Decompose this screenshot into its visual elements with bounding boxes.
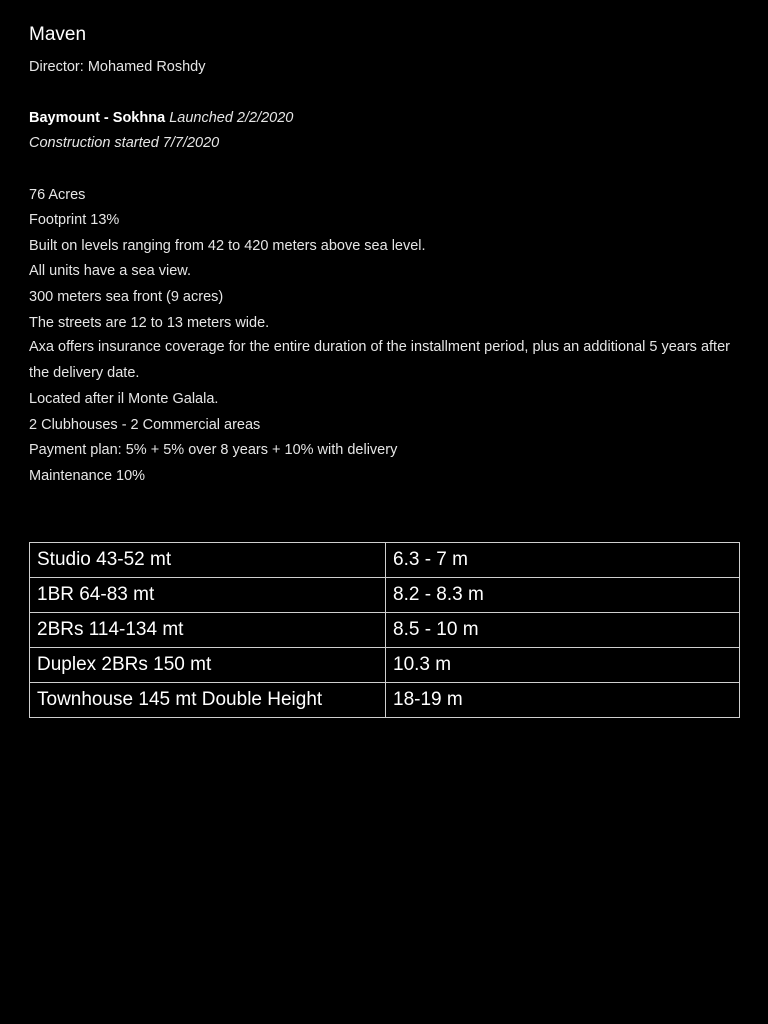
price-cell: 8.5 - 10 m (386, 613, 740, 648)
fact-maintenance: Maintenance 10% (29, 468, 146, 484)
unit-cell: Duplex 2BRs 150 mt (30, 648, 386, 683)
fact-payment-plan: Payment plan: 5% + 5% over 8 years + 10% with delivery (29, 442, 398, 458)
table-row (30, 543, 740, 578)
table-row (30, 683, 740, 718)
table-row (30, 648, 740, 683)
unit-cell: Townhouse 145 mt Double Height (30, 683, 386, 718)
fact-insurance: Axa offers insurance coverage for the entire duration of the installment period, plus an additional 5 years after the delivery date. (29, 339, 730, 381)
unit-cell: 1BR 64-83 mt (30, 578, 386, 613)
construction-line: Construction started 7/7/2020 (29, 135, 220, 151)
project-name: Baymount - Sokhna (29, 110, 166, 126)
fact-clubhouses: 2 Clubhouses - 2 Commercial areas (29, 417, 261, 433)
price-cell: 10.3 m (386, 648, 740, 683)
unit-cell: Studio 43-52 mt (30, 543, 386, 578)
fact-sea-view: All units have a sea view. (29, 263, 192, 279)
fact-acres: 76 Acres (29, 187, 86, 203)
units-table (29, 542, 740, 718)
price-cell: 18-19 m (386, 683, 740, 718)
note-title: Maven (29, 24, 87, 45)
table-row (30, 578, 740, 613)
fact-streets: The streets are 12 to 13 meters wide. (29, 315, 270, 331)
fact-levels: Built on levels ranging from 42 to 420 meters above sea level. (29, 238, 426, 254)
launch-date: Launched 2/2/2020 (169, 110, 294, 126)
price-cell: 6.3 - 7 m (386, 543, 740, 578)
unit-cell: 2BRs 114-134 mt (30, 613, 386, 648)
director-line: Director: Mohamed Roshdy (29, 59, 206, 75)
fact-footprint: Footprint 13% (29, 212, 120, 228)
fact-sea-front: 300 meters sea front (9 acres) (29, 289, 224, 305)
price-cell: 8.2 - 8.3 m (386, 578, 740, 613)
project-line (29, 109, 293, 127)
table-row (30, 613, 740, 648)
fact-location: Located after il Monte Galala. (29, 391, 219, 407)
